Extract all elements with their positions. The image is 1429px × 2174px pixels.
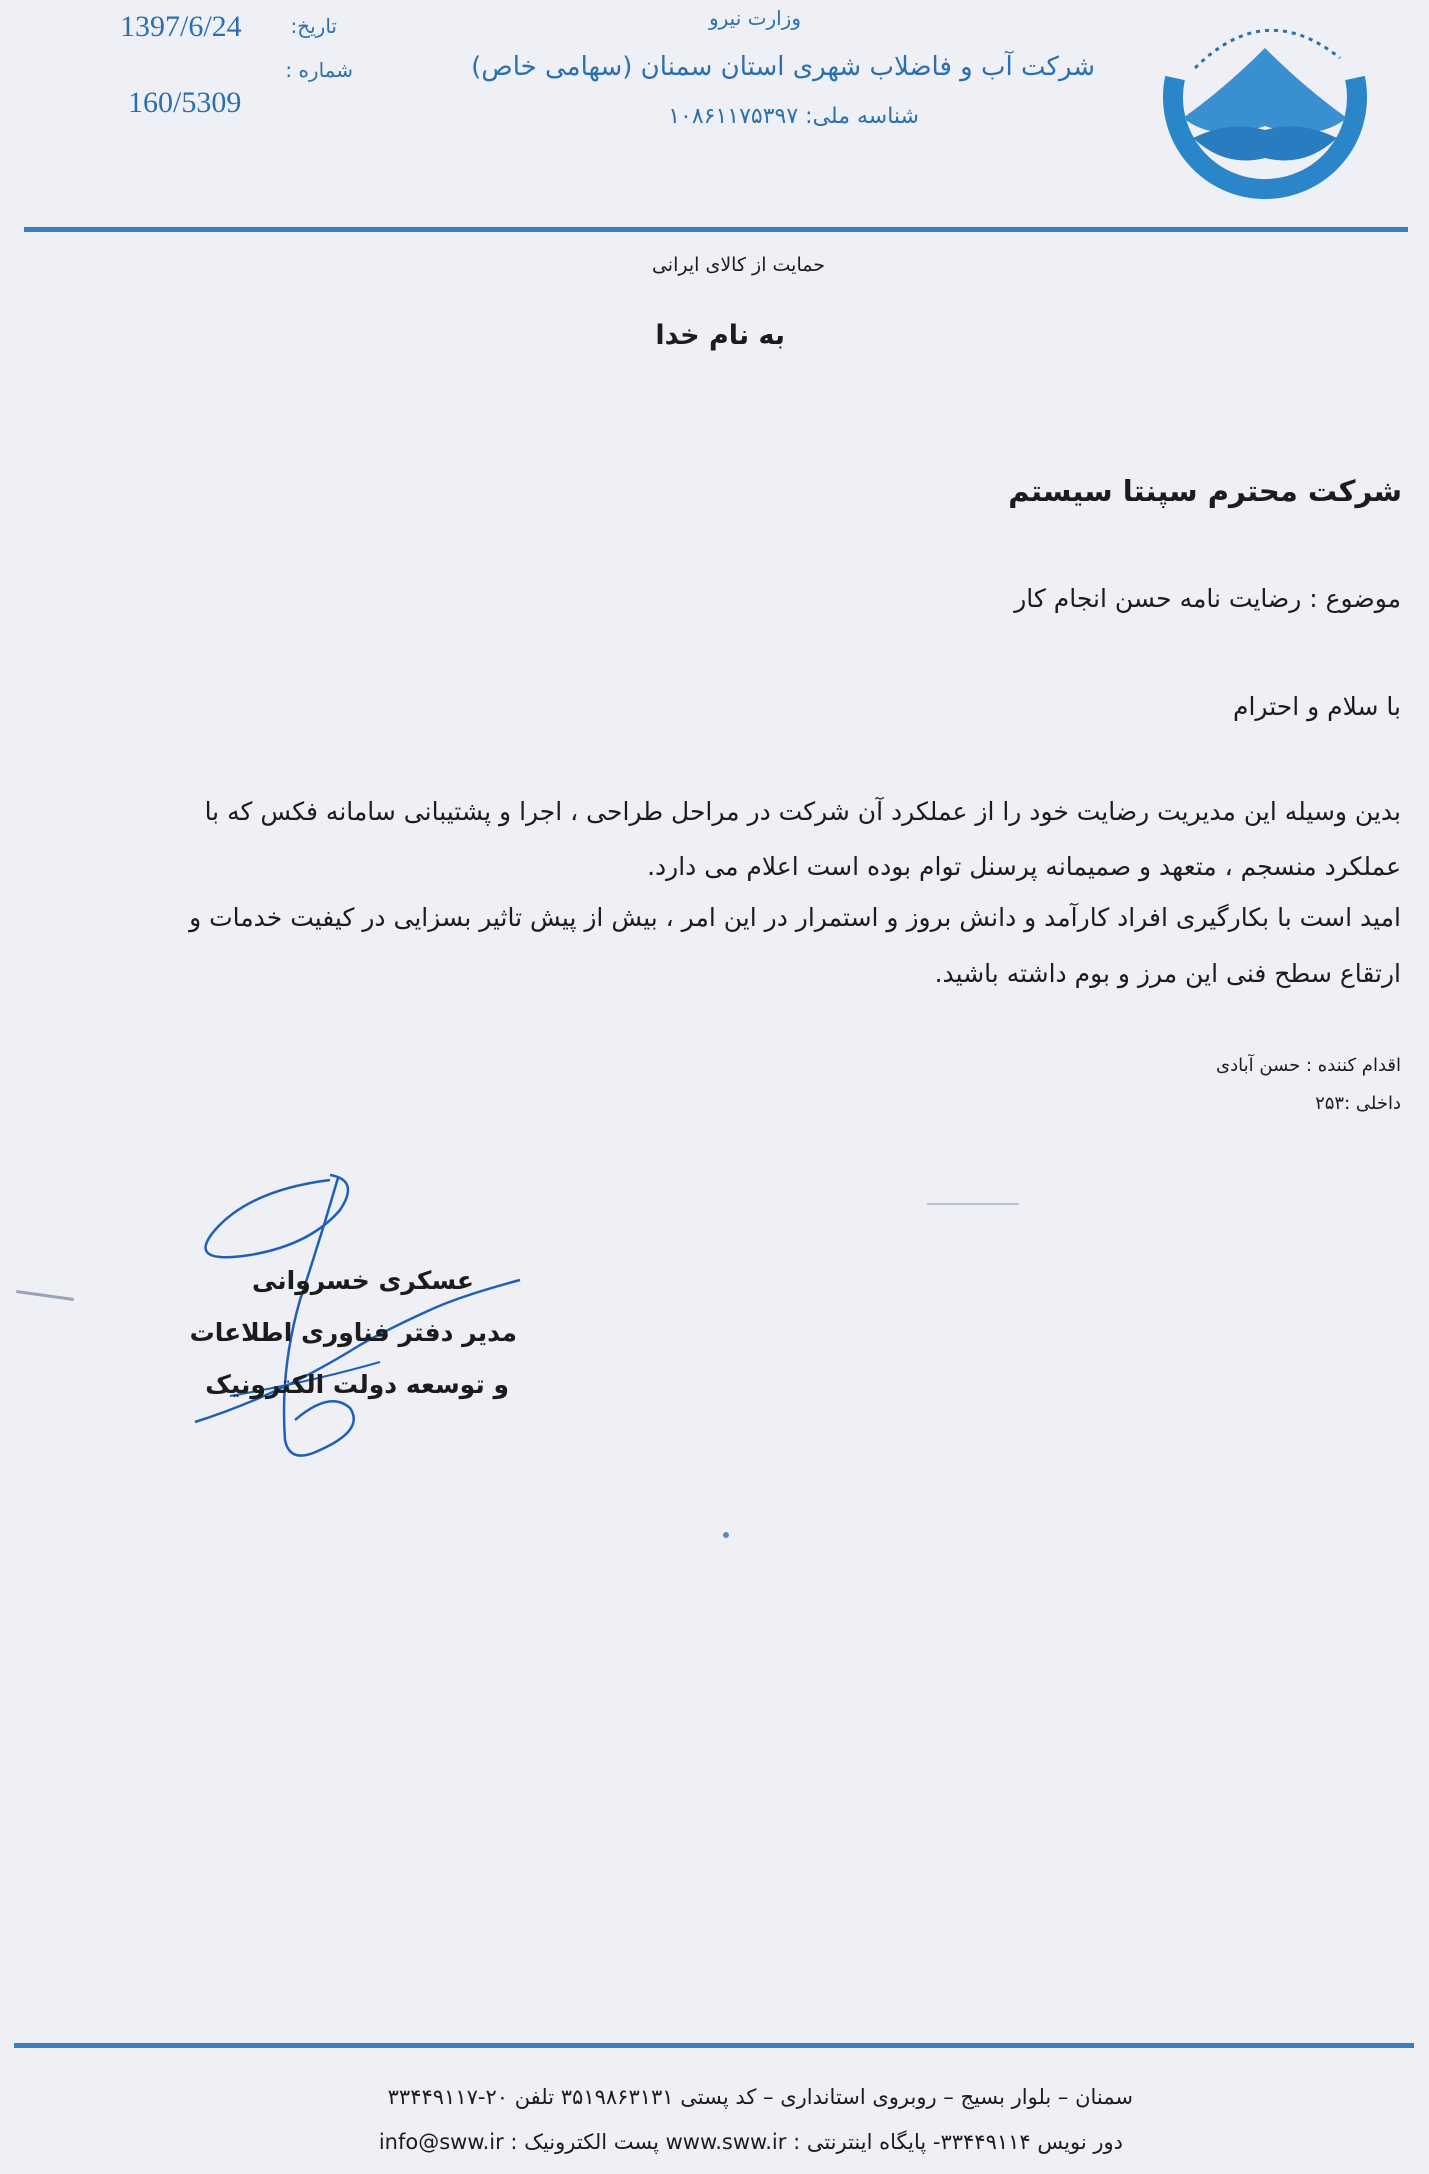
date-label: تاریخ:	[290, 14, 337, 38]
ministry-name: وزارت نیرو	[708, 6, 801, 30]
water-company-logo	[1155, 8, 1375, 218]
number-label: شماره :	[285, 58, 353, 82]
scan-mark	[723, 1532, 729, 1538]
header-divider	[24, 227, 1408, 232]
scan-mark	[927, 1203, 1019, 1205]
body-line: ارتقاع سطح فنی این مرز و بوم داشته باشید.	[934, 959, 1401, 988]
footer-contact: دور نویس ۳۳۴۴۹۱۱۴- پایگاه اینترنتی : www.sww.ir پست الکترونیک : info@sww.ir	[378, 2130, 1123, 2154]
slogan: حمایت از کالای ایرانی	[651, 254, 825, 276]
scan-mark	[16, 1290, 74, 1301]
company-name: شرکت آب و فاضلاب شهری استان سمنان (سهامی خاص)	[471, 52, 1095, 82]
signatory-name: عسکری خسروانی	[251, 1266, 474, 1295]
national-id: شناسه ملی: ۱۰۸۶۱۱۷۵۳۹۷	[668, 104, 919, 129]
signatory-title: و توسعه دولت الکترونیک	[205, 1370, 509, 1399]
footer-divider	[14, 2043, 1414, 2048]
action-by: اقدام کننده : حسن آبادی	[1216, 1055, 1401, 1076]
signatory-title: مدیر دفتر فناوری اطلاعات	[189, 1318, 517, 1347]
greeting: با سلام و احترام	[1233, 692, 1401, 721]
body-line: بدین وسیله این مدیریت رضایت خود را از عملکرد آن شرکت در مراحل طراحی ، اجرا و پشتیبانی سامانه فکس که با	[204, 797, 1401, 826]
extension-number: داخلی :۲۵۳	[1315, 1093, 1401, 1114]
body-line: عملکرد منسجم ، متعهد و صمیمانه پرسنل توام بوده است اعلام می دارد.	[647, 852, 1401, 881]
addressee: شرکت محترم سپنتا سیستم	[1008, 474, 1402, 508]
body-line: امید است با بکارگیری افراد کارآمد و دانش بروز و استمرار در این امر ، بیش از پیش تاثیر بسزایی در کیفیت خدمات و	[189, 903, 1401, 932]
footer-address: سمنان – بلوار بسیج – روبروی استانداری – کد پستی ۳۵۱۹۸۶۳۱۳۱ تلفن ۲۰-۳۳۴۴۹۱۱۷	[387, 2085, 1133, 2109]
basmala-heading: به نام خدا	[655, 320, 785, 351]
subject-line: موضوع : رضایت نامه حسن انجام کار	[1014, 584, 1401, 613]
letter-number-value: 160/5309	[128, 86, 242, 119]
date-value: 1397/6/24	[120, 10, 242, 43]
